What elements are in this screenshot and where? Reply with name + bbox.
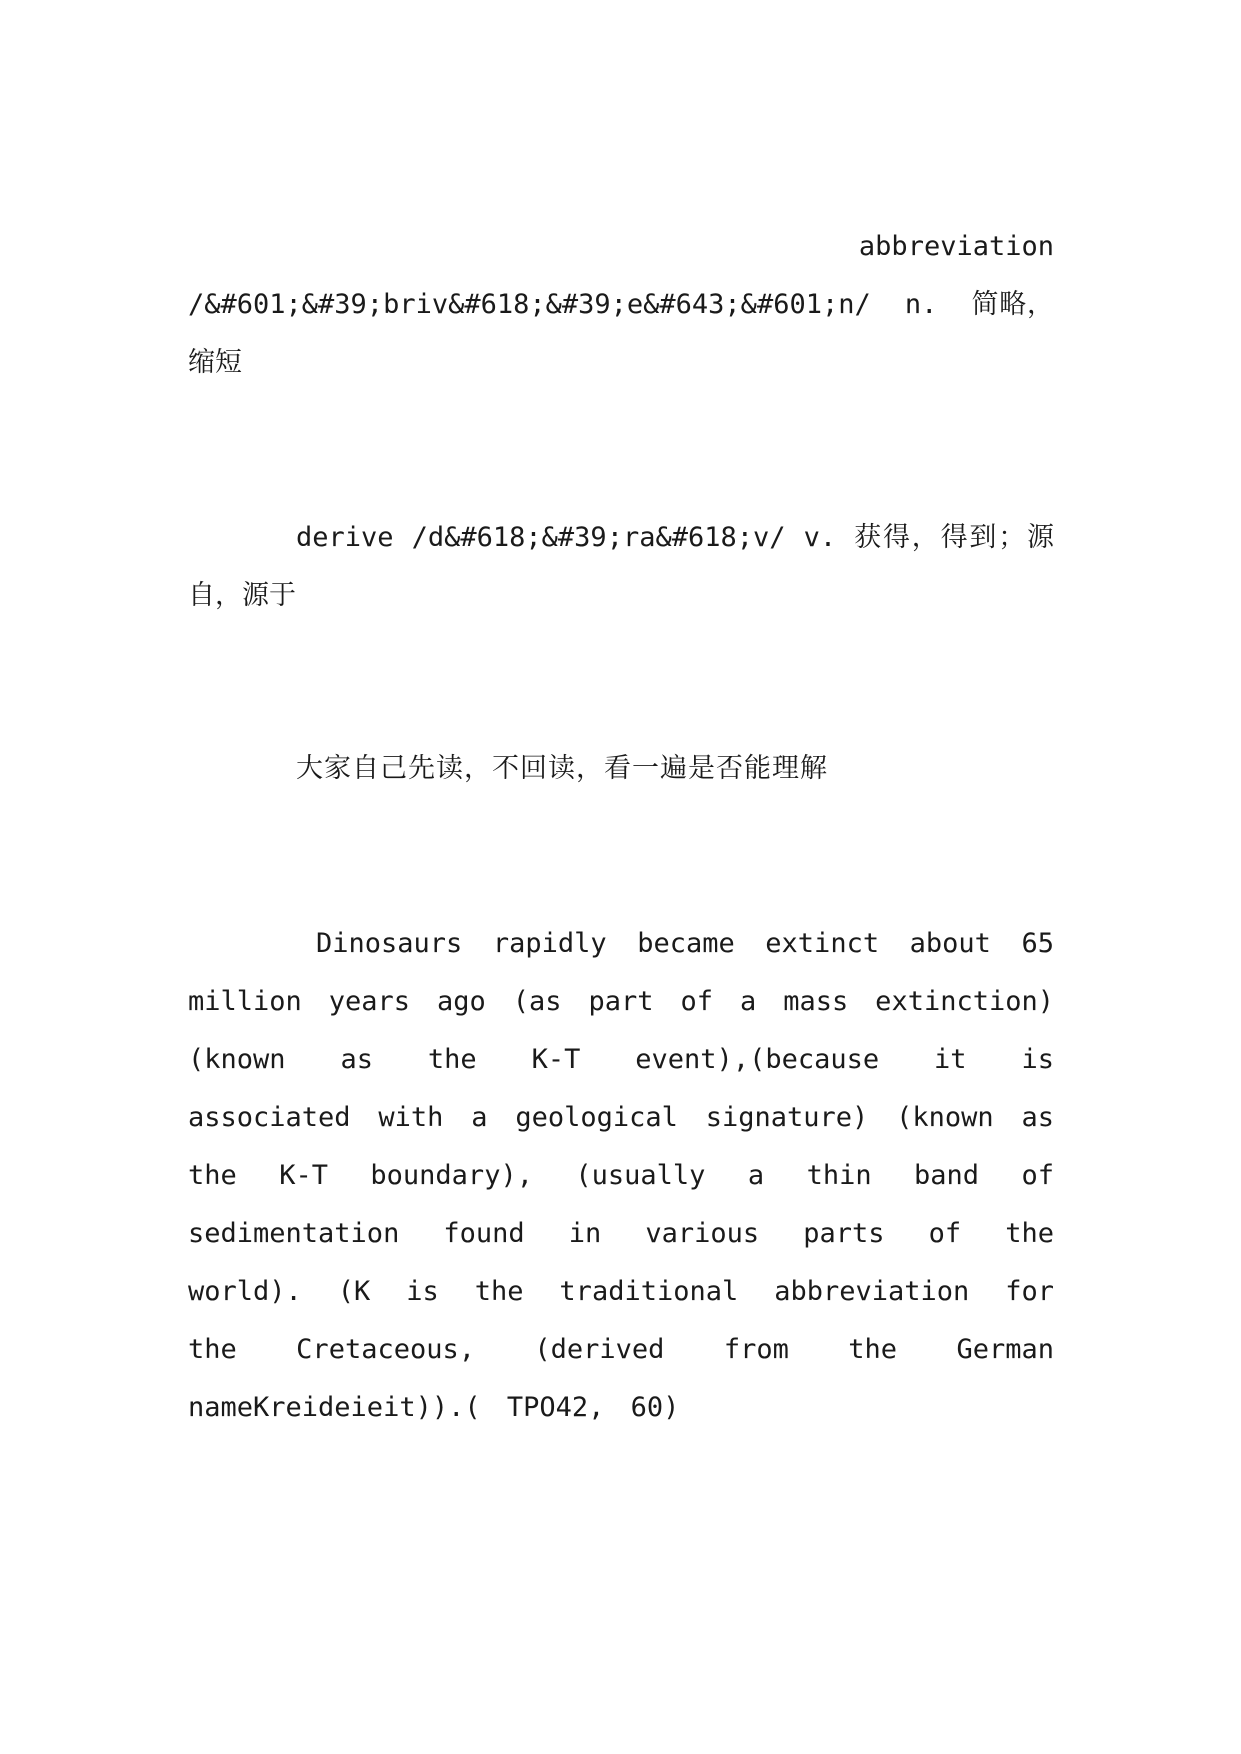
vocab-part-of-speech: v. <box>803 522 837 553</box>
reading-instruction: 大家自己先读，不回读，看一遍是否能理解 <box>296 753 828 784</box>
reading-passage: Dinosaurs rapidly became extinct about 65 million years ago (as part of a mass extinction) (known as the K-T event),(because it is associated with a geological signature) (known as the K-T boundary), (usually a thin band of sedimentation found in various parts of the world). (K is the traditional abbreviation for the Cretaceous, (derived from the German nameKreideieit)).( TPO42, 60) <box>188 928 1054 1423</box>
vocab-meaning: 获得，得到；源自，源于 <box>188 522 1055 611</box>
vocab-phonetic: /d&#618;&#39;ra&#618;v/ <box>411 522 786 553</box>
vocab-word: derive <box>296 522 394 553</box>
vocab-entry-derive <box>188 509 1054 625</box>
vocab-part-of-speech: n. <box>904 289 938 320</box>
vocab-meaning: 简略，缩短 <box>188 289 1055 378</box>
vocab-phonetic: /&#601;&#39;briv&#618;&#39;e&#643;&#601;n/ <box>188 289 871 320</box>
vocab-word: abbreviation <box>858 231 1054 262</box>
vocab-entry-abbreviation <box>188 218 1054 392</box>
